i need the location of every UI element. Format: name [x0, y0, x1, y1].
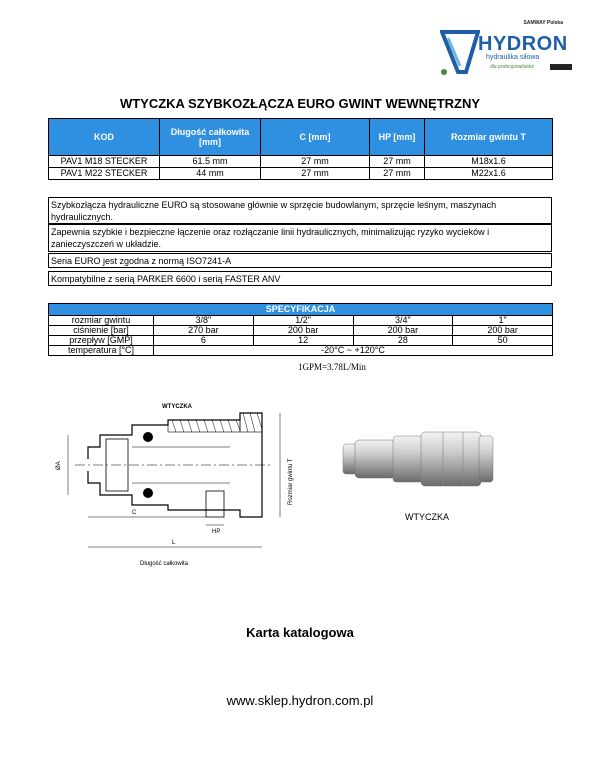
spec-value: -20°C ~ +120°C [154, 346, 553, 356]
logo-mark-icon [440, 28, 480, 78]
dim-hp-label: HP [212, 529, 221, 535]
spec-value: 270 bar [154, 326, 254, 336]
spec-value: 6 [154, 336, 254, 346]
spec-value: 200 bar [353, 326, 453, 336]
col-header-kod: KOD [49, 119, 160, 156]
table-row [49, 336, 553, 346]
cell-thread: M18x1.6 [425, 156, 553, 168]
gpm-note: 1GPM=3.78L/Min [298, 362, 366, 372]
shop-url[interactable]: www.sklep.hydron.com.pl [226, 693, 374, 708]
spec-value: 12 [253, 336, 353, 346]
spec-label: przepływ [GMP] [49, 336, 154, 346]
col-header-length: Długość całkowita [mm] [160, 119, 261, 156]
dim-thread-label: Rozmiar gwintu T [288, 458, 294, 505]
cell-length: 44 mm [160, 168, 261, 180]
cell-kod: PAV1 M22 STECKER [49, 168, 160, 180]
spec-table [48, 303, 553, 356]
cell-length: 61.5 mm [160, 156, 261, 168]
spec-label: temperatura [°C] [49, 346, 154, 356]
product-table [48, 118, 553, 180]
spec-value: 1/2" [253, 316, 353, 326]
drawing-caption: Długość całkowita [140, 561, 189, 567]
description-compatibility: Kompatybilne z serią PARKER 6600 i serią FASTER ANV [48, 271, 552, 286]
logo-samway: SAMWAY Polska [523, 20, 563, 26]
spec-value: 3/4" [353, 316, 453, 326]
logo-tagline: hydraulika siłowa [486, 54, 540, 61]
logo-brand: HYDRON [478, 33, 568, 55]
cell-hp: 27 mm [370, 168, 425, 180]
spec-value: 3/8" [154, 316, 254, 326]
product-table-header [49, 119, 553, 156]
drawing-title: WTYCZKA [162, 404, 192, 410]
spec-header: SPECYFIKACJA [49, 304, 553, 316]
spec-value: 200 bar [453, 326, 553, 336]
table-row [49, 316, 553, 326]
cell-kod: PAV1 M18 STECKER [49, 156, 160, 168]
description-usage: Szybkozłącza hydrauliczne EURO są stosowane głównie w sprzęcie budowlanym, sprzęcie leśnym, maszynach hydraulicznych. [48, 197, 552, 224]
photo-caption: WTYCZKA [405, 512, 449, 522]
table-row [49, 346, 553, 356]
spec-value: 28 [353, 336, 453, 346]
page-title: WTYCZKA SZYBKOZŁĄCZA EURO GWINT WEWNĘTRZNY [119, 96, 481, 111]
dim-a-label: ØA [56, 461, 62, 470]
dim-c-label: C [132, 510, 137, 516]
description-standard: Seria EURO jest zgodna z normą ISO7241-A [48, 253, 552, 268]
col-header-hp: HP [mm] [370, 119, 425, 156]
cell-hp: 27 mm [370, 156, 425, 168]
col-header-c: C [mm] [261, 119, 370, 156]
logo-badge [550, 64, 572, 70]
table-row [49, 168, 553, 180]
logo-slogan: dla profesjonalistów [490, 64, 534, 70]
spec-value: 200 bar [253, 326, 353, 336]
product-photo [338, 418, 503, 503]
cell-c: 27 mm [261, 168, 370, 180]
cell-c: 27 mm [261, 156, 370, 168]
description-benefits: Zapewnia szybkie i bezpieczne łączenie oraz rozłączanie linii hydraulicznych, minimalizując ryzyko wycieków i zanieczyszczeń w układzie. [48, 224, 552, 252]
spec-label: rozmiar gwintu [49, 316, 154, 326]
col-header-thread: Rozmiar gwintu T [425, 119, 553, 156]
spec-label: ciśnienie [bar] [49, 326, 154, 336]
table-row [49, 156, 553, 168]
card-title: Karta katalogowa [246, 625, 354, 640]
table-row [49, 326, 553, 336]
cell-thread: M22x1.6 [425, 168, 553, 180]
technical-drawing [40, 395, 305, 580]
spec-value: 1" [453, 316, 553, 326]
hydron-logo [440, 20, 575, 82]
dim-l-label: L [172, 540, 176, 546]
spec-value: 50 [453, 336, 553, 346]
